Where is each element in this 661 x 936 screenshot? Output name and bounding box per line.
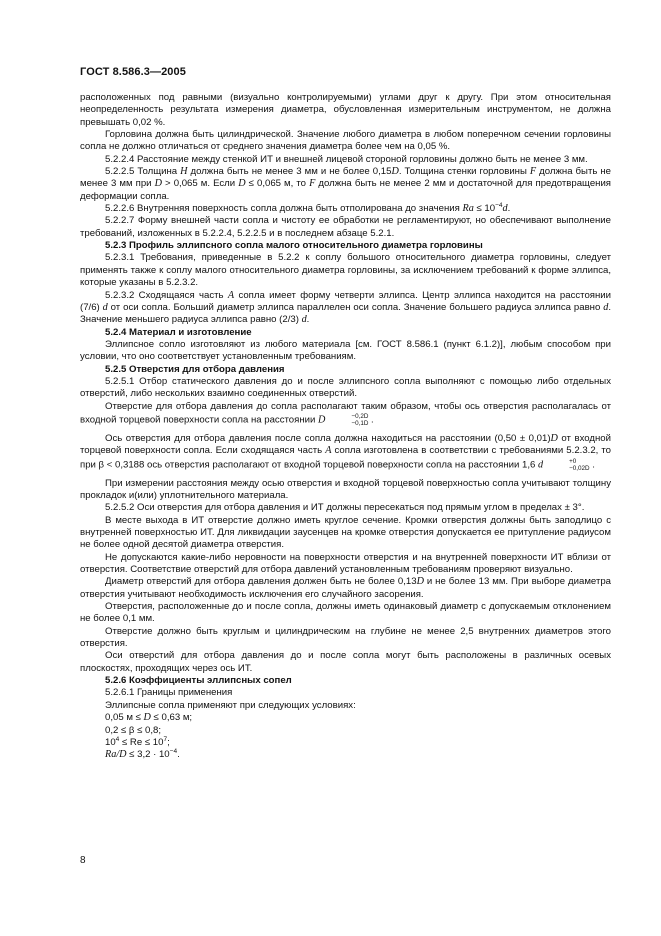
tolerance [544,458,589,472]
text: и не более 13 мм. При выборе диаметра отверстия учитывают необходимость исключения его случайного засорения. [80,576,612,600]
text: должна быть не менее 3 мм и не более 0,15 [187,166,392,178]
text: . [507,203,511,215]
section-heading: 5.2.4 Материал и изготовление [105,326,252,338]
text: сопла изготовлена в соответствии с требованиями 5.2.3.2, то при β < 0,3188 ось отверстия располагают от входной торцевой поверхности сопла на расстоянии 1,6 [80,445,611,471]
text: от входной торцевой поверхности сопла. Если сходящаяся часть [80,432,611,457]
paragraph-tap-diameter [80,576,611,601]
paragraph: В месте выхода в ИТ отверстие должно иметь круглое сечение. Кромки отверстия должны быть заподлицо с внутренней поверхностью ИТ. Для ликвидации заусенцев на кромке отверстия допускается ее притупление радиусом не более одной десятой диаметра отверстия. [80,514,611,551]
document-header: ГОСТ 8.586.3—2005 [80,66,186,78]
text: 5.2.2.5 Толщина [105,166,181,178]
text: ; [167,736,170,748]
exponent: 7 [163,735,168,743]
tolerance-lower: −0,1D [351,419,369,427]
exponent: −4 [495,201,503,209]
page-number: 8 [80,855,86,866]
var-d-big: D [416,576,424,588]
text: Отверстие для отбора давления до сопла располагают таким образом, чтобы ось отверстия располагалась от входной торцевой поверхности сопла на расстоянии [80,400,611,426]
var-d-small: d [538,459,544,471]
paragraph: 5.2.2.4 Расстояние между стенкой ИТ и внешней лицевой стороной горловины должно быть не менее 3 мм. [105,153,588,165]
tolerance [326,413,368,427]
tolerance-lower: −0,02D [569,464,590,472]
tolerance-upper: −0,2D [351,412,369,420]
page-body [80,92,611,762]
text: 5.2.3.2 Сходящаяся часть [105,289,228,301]
paragraph: 5.2.6.1 Границы применения [105,687,233,699]
exponent: −4 [169,748,178,755]
text: . [589,459,595,471]
text: ≤ 0,63 м; [150,712,193,724]
text: должна быть не менее 3 мм при [80,166,611,190]
text: > 0,065 м. Если [161,178,239,190]
paragraph: Отверстие должно быть круглым и цилиндрическим на глубине не менее 2,5 внутренних диаметров этого отверстия. [80,625,611,650]
text: 0,05 м ≤ [105,712,144,724]
var-a: A [325,445,332,457]
condition-item [105,737,611,749]
var-h: H [180,166,188,178]
condition-item [105,749,611,761]
text: сопла имеет форму четверти эллипса. Центр эллипса находится на расстоянии (7/6) [80,289,611,313]
text: . [368,414,374,426]
paragraph-5-2-2-5 [80,166,611,203]
exponent: 4 [115,735,120,743]
section-heading: 5.2.6 Коэффициенты эллипсных сопел [105,675,292,687]
text: 10 [105,736,116,748]
text: 5.2.2.6 Внутренняя поверхность сопла должна быть отполирована до значения [105,203,463,215]
paragraph: Эллипсные сопла применяют при следующих условиях: [105,699,356,711]
var-d-small: d [301,314,307,326]
paragraph: 5.2.3.1 Требования, приведенные в 5.2.2 к соплу большого относительного диаметра горловины, следует применять также к соплу малого относительного диаметра горловины, за исключением требований к форме эллипса, которые указаны в 5.2.3.2. [80,252,611,289]
paragraph: Оси отверстий для отбора давления до и после сопла могут быть расположены в различных осевых плоскостях, проходящих через ось ИТ. [80,650,611,674]
tolerance-upper: +0 [569,457,577,465]
var-ra-d: Ra/D [105,749,127,761]
paragraph: 5.2.5.1 Отбор статического давления до и после эллипсного сопла выполняют с помощью либо отдельных отверстий, либо нескольких взаимно соединенных отверстий. [80,375,611,400]
var-f: F [529,166,537,178]
text: . [177,749,180,761]
paragraph: Горловина должна быть цилиндрической. Значение любого диаметра в любом поперечном сечении горловины сопла не должно отличаться от среднего значения диаметра более чем на 0,05 %. [80,129,611,153]
var-d-big: D [143,712,151,724]
paragraph: При измерении расстояния между осью отверстия и входной торцевой поверхностью сопла учитывают толщину прокладок и(или) уплотнительного материала. [80,477,611,501]
text: . [306,314,310,326]
text: . Толщина стенки горловины [398,166,530,178]
var-d-big: D [550,432,558,444]
text: ≤ Re ≤ 10 [119,736,164,748]
text: ≤ 0,065 м, то [245,178,310,190]
text: ≤ 3,2 · 10 [126,749,170,761]
var-d-big: D [238,178,246,190]
paragraph: Не допускаются какие-либо неровности на поверхности отверстия и на внутренней поверхности ИТ вблизи от отверстия. Соответствие отверстий для отбора давлений установленным требованиям проверяют визуально. [80,551,611,576]
paragraph-downstream-tap [80,433,611,472]
conditions-list [80,712,611,761]
text: от оси сопла. Больший диаметр эллипса параллелен оси сопла. Значение большего радиуса эллипса равно [107,301,604,313]
paragraph: Эллипсное сопло изготовляют из любого материала [см. ГОСТ 8.586.1 (пункт 6.1.2)], любым способом при условии, что оно соответствует установленным требованиям. [80,338,611,363]
var-a: A [227,289,235,301]
var-f: F [309,178,316,190]
text: . Значение меньшего радиуса эллипса равно (2/3) [80,301,611,326]
condition-item [105,712,611,724]
var-d-big: D [391,166,399,178]
section-heading: 5.2.5 Отверстия для отбора давления [105,363,285,375]
text: Ось отверстия для отбора давления после сопла должна находиться на расстоянии (0,50 ± 0,01) [105,432,551,444]
text: ≤ 10 [473,203,496,215]
var-d-big: D [154,178,162,190]
var-d-small: d [102,301,108,313]
var-d-small: d [603,301,609,313]
paragraph: Отверстия, расположенные до и после сопла, должны иметь одинаковый диаметр с допускаемым отклонением не более 0,1 мм. [80,601,611,625]
condition-item: 0,2 ≤ β ≤ 0,8; [105,724,162,736]
paragraph: 5.2.2.7 Форму внешней части сопла и чистоту ее обработки не регламентируют, но обеспечивают выполнение требований, изложенных в 5.2.2.4, 5.2.2.5 и в последнем абзаце 5.2.1. [80,215,611,239]
var-d-small: d [502,203,508,215]
paragraph: 5.2.5.2 Оси отверстия для отбора давления и ИТ должны пересекаться под прямым углом в пределах ± 3°. [105,502,585,514]
paragraph-upstream-tap [80,401,611,427]
paragraph: расположенных под равными (визуально контролируемыми) углами друг к другу. При этом относительная неопределенность результата измерения диаметра, обусловленная измерительным инструментом, не должна превышать 0,02 %. [80,92,611,128]
paragraph-5-2-3-2 [80,290,611,327]
text: Диаметр отверстий для отбора давления должен быть не более 0,13 [105,576,417,588]
var-d-big: D [318,414,326,426]
section-heading: 5.2.3 Профиль эллипсного сопла малого относительного диаметра горловины [105,240,483,252]
paragraph-5-2-2-6 [80,203,611,215]
text: должна быть не менее 2 мм и достаточной для предотвращения деформации сопла. [80,178,612,202]
var-ra: Ra [462,203,474,215]
